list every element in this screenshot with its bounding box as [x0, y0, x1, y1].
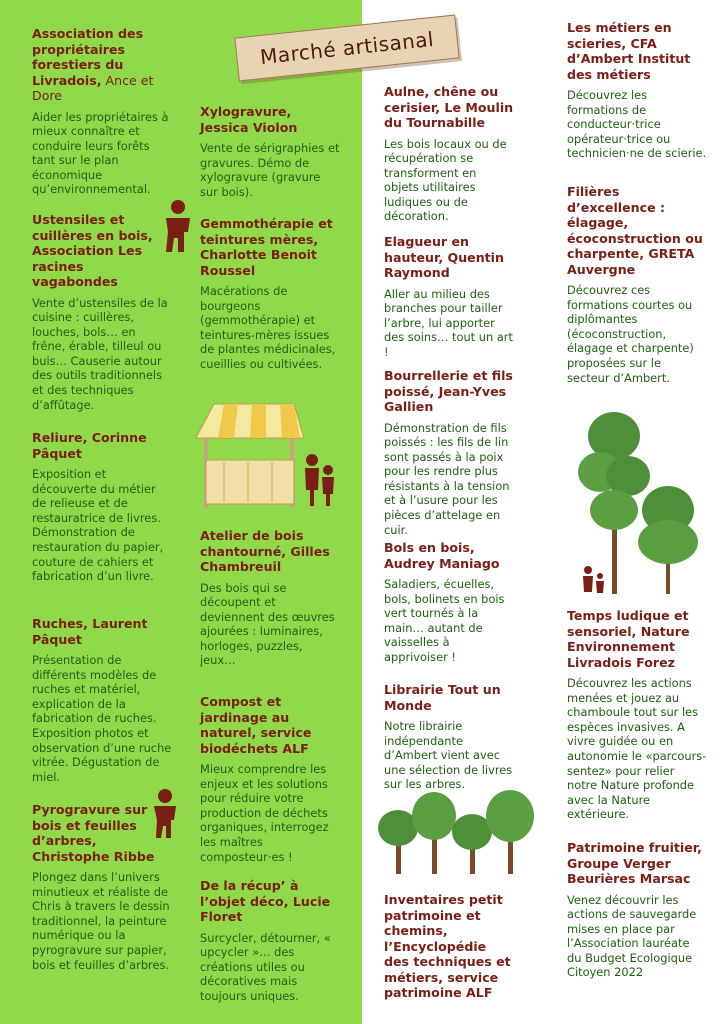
entry-description: Découvrez ces formations courtes ou diplômantes (écoconstruction, élagage et charpente) proposées sur le secteur d’Ambert. [567, 283, 694, 385]
entry-title: Patrimoine fruitier, Groupe Verger Beurières Marsac [567, 840, 702, 886]
entry-description: Aider les propriétaires à mieux connaître et conduire leurs forêts tant sur le plan économique qu’environnemental. [32, 109, 169, 197]
entry-title: Aulne, chêne ou cerisier, Le Moulin du Tournabille [384, 84, 514, 130]
entry-description: Découvrez les actions menées et jouez au chamboule tout sur les espèces invasives. A vivre guidée ou en autonomie le «parcours-sentez» pour relier notre Nature profonde avec la Nature extérieure. [567, 676, 707, 822]
entry-elagueur [384, 234, 514, 368]
trees-illustration [570, 406, 710, 596]
entry-title: Association des propriétaires forestiers du Livradois, [32, 26, 144, 88]
entry-title: De la récup’ à l’objet déco, Lucie Floret [200, 878, 331, 924]
entry-title: Ustensiles et cuillères en bois, Association Les racines vagabondes [32, 212, 153, 289]
entry-description: Saladiers, écuelles, bols, bolinets en bois vert tournés à la main… autant de vaisselles à apprivoiser ! [384, 577, 505, 664]
entry-title-tail: Ance et Dore [32, 72, 154, 103]
entry-description: Venez découvrir les actions de sauvegarde mises en place par l’Association lauréate du Budget Ecologique Citoyen 2022 [567, 892, 697, 980]
entry-description: Les bois locaux ou de récupération se transforment en objets utilitaires ludiques ou de décoration. [384, 136, 507, 224]
entry-title: Librairie Tout un Monde [384, 682, 501, 713]
entry-ruches [32, 616, 172, 802]
entry-temps-ludique [567, 608, 707, 840]
entry-description: Présentation de différents modèles de ruches et matériel, explication de la fabrication de ruches. Exposition photos et observation d’une ruche vitrée. Dégustation de miel. [32, 653, 172, 784]
entry-description: Aller au milieu des branches pour tailler l’arbre, lui apporter des soins… tout un art ! [384, 286, 513, 359]
entry-compost [200, 694, 340, 878]
entry-bourrellerie [384, 368, 514, 540]
entry-bols-bois [384, 540, 514, 682]
entry-title: Xylogravure, Jessica Violon [200, 104, 298, 135]
entry-description: Des bois qui se découpent et deviennent des œuvres ajourées : luminaires, horloges, puzzles, jeux… [200, 580, 335, 668]
entry-description: Macérations de bourgeons (gemmothérapie) et teintures-mères issues de plantes médicinales, cueillies ou cultivées. [200, 284, 336, 371]
entry-description: Vente d’ustensiles de la cuisine : cuillères, louches, bols… en frêne, érable, tilleul ou buis… Causerie autour des outils traditionnels et des techniques d’affûtage. [32, 295, 168, 412]
person-illustration-2 [148, 788, 182, 840]
entry-title: Temps ludique et sensoriel, Nature Environnement Livradois Forez [567, 608, 690, 670]
entry-title: Bourrellerie et fils poissé, Jean-Yves Gallien [384, 368, 513, 414]
entry-description: Surcycler, détourner, « upcycler »… des créations utiles ou décoratives mais toujours uniques. [200, 930, 331, 1003]
entry-proprietaires-forestiers [32, 26, 172, 212]
entry-description: Vente de sérigraphies et gravures. Démo de xylogravure (gravure sur bois). [200, 141, 340, 199]
entry-moulin-tournabille [384, 84, 514, 234]
entry-ustensiles [32, 212, 172, 430]
entry-title: Les métiers en scieries, CFA d’Ambert Institut des métiers [567, 20, 691, 82]
entry-title: Gemmothérapie et teintures mères, Charlotte Benoit Roussel [200, 216, 333, 278]
entry-reliure [32, 430, 172, 616]
column-2 [200, 104, 340, 1003]
entry-description: Démonstration de fils poissés : les fils de lin sont passés à la poix pour les rendre plus résistants à la tension et à l’usure pour les pièces d’attelage en cuir. [384, 420, 510, 537]
entry-title: Filières d’excellence : élagage, écoconstruction ou charpente, GRETA Auvergne [567, 184, 703, 277]
entry-metiers-scieries [567, 20, 707, 184]
entry-title: Ruches, Laurent Pâquet [32, 616, 148, 647]
entry-title: Compost et jardinage au naturel, service biodéchets ALF [200, 694, 312, 756]
entry-description: Découvrez les formations de conducteur·trice opérateur·trice ou technicien·ne de scierie. [567, 88, 707, 161]
entry-bois-chantourne [200, 528, 340, 694]
entry-title: Inventaires petit patrimoine et chemins, l’Encyclopédie des techniques et métiers, service patrimoine ALF [384, 892, 511, 1000]
entry-inventaires [384, 892, 514, 1001]
entry-title: Atelier de bois chantourné, Gilles Chambreuil [200, 528, 330, 574]
entry-description: Notre librairie indépendante d’Ambert vient avec une sélection de livres sur les arbres. [384, 719, 513, 792]
banner-title: Marché artisanal [258, 26, 436, 70]
market-stall-illustration [194, 398, 344, 510]
entry-title: Bols en bois, Audrey Maniago [384, 540, 500, 571]
entry-patrimoine-fruitier [567, 840, 707, 980]
person-illustration-1 [158, 198, 198, 254]
entry-xylogravure [200, 104, 340, 216]
entry-title: Pyrogravure sur bois et feuilles d’arbres, Christophe Ribbe [32, 802, 155, 864]
entry-description: Plongez dans l’univers minutieux et réaliste de Chris à travers le dessin traditionnel, la peinture numérique ou la pyrogravure sur papier, bois et feuilles d’arbres. [32, 870, 170, 972]
entry-description: Mieux comprendre les enjeux et les solutions pour réduire votre production de déchets organiques, interrogez les maîtres composteur·es ! [200, 762, 329, 864]
entry-title: Elagueur en hauteur, Quentin Raymond [384, 234, 504, 280]
entry-recup [200, 878, 340, 1003]
forest-illustration [374, 782, 544, 878]
entry-description: Exposition et découverte du métier de relieuse et de restauratrice de livres. Démonstration de restauration du papier, couture de cahiers et fabrication d’un livre. [32, 467, 164, 584]
entry-title: Reliure, Corinne Pâquet [32, 430, 147, 461]
